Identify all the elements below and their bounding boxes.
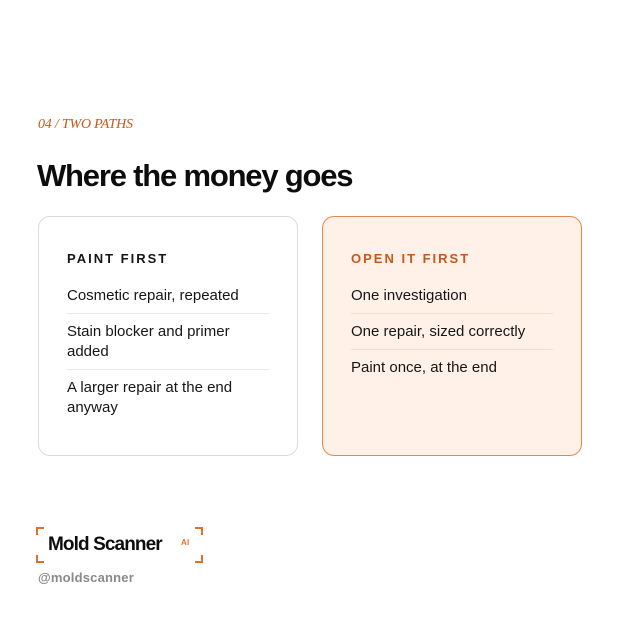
card-list — [351, 278, 553, 385]
card-open-it-first — [322, 216, 582, 456]
list-item: Paint once, at the end — [351, 359, 497, 376]
card-list — [67, 278, 269, 425]
page-title: Where the money goes — [37, 158, 353, 193]
card-heading: OPEN IT FIRST — [351, 251, 471, 266]
social-handle: @moldscanner — [38, 570, 134, 585]
brand-logo — [36, 527, 203, 563]
logo-corner-icon — [36, 555, 44, 563]
logo-corner-icon — [195, 527, 203, 535]
card-heading: PAINT FIRST — [67, 251, 169, 266]
logo-corner-icon — [195, 555, 203, 563]
brand-name: Mold Scanner — [48, 534, 162, 555]
list-item: One investigation — [351, 278, 553, 314]
card-paint-first — [38, 216, 298, 456]
list-item: Cosmetic repair, repeated — [67, 278, 269, 314]
brand-ai-badge: AI — [181, 538, 190, 547]
list-item: Stain blocker and primer added — [67, 314, 269, 370]
list-item: One repair, sized correctly — [351, 314, 553, 350]
list-item: A larger repair at the end anyway — [67, 379, 233, 416]
section-eyebrow: 04 / TWO PATHS — [38, 117, 133, 132]
logo-corner-icon — [36, 527, 44, 535]
